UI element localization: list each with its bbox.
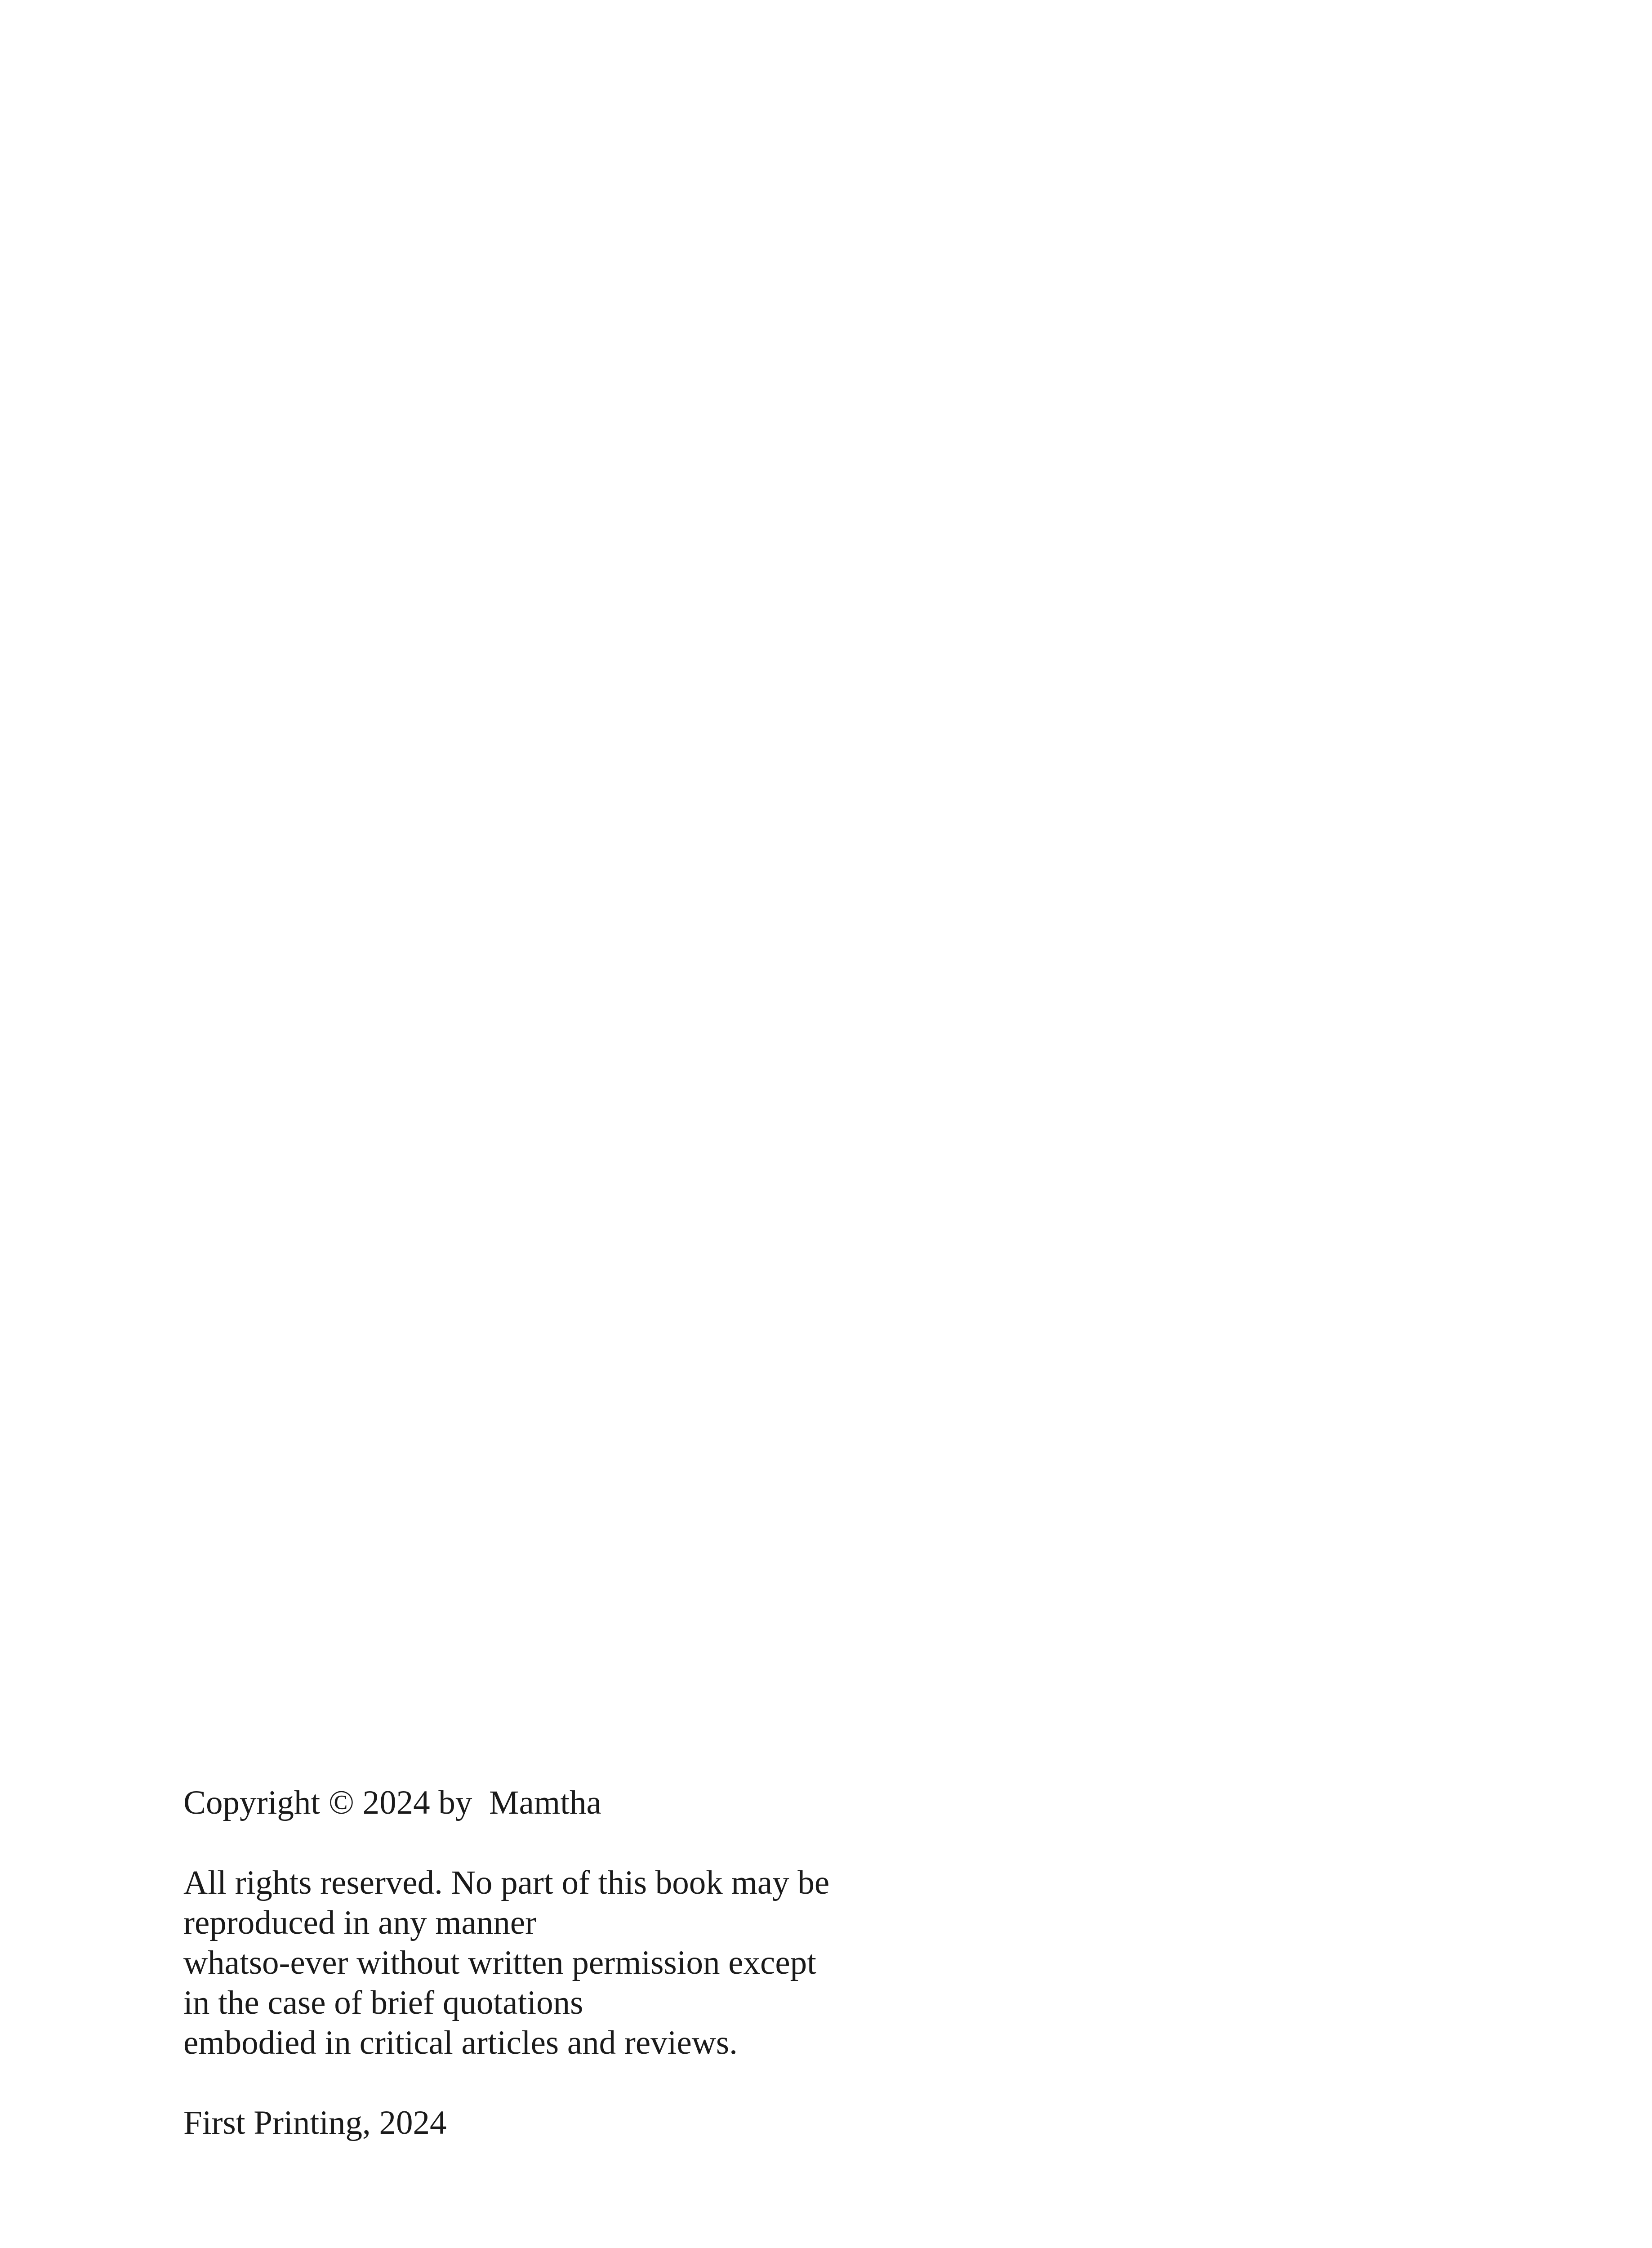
copyright-notice: Copyright © 2024 by Mamtha (183, 1784, 601, 1821)
rights-line: All rights reserved. No part of this book may be (183, 1864, 830, 1901)
rights-line: whatso-ever without written permission except (183, 1944, 816, 1981)
rights-line: reproduced in any manner (183, 1904, 537, 1941)
first-printing-notice: First Printing, 2024 (183, 2104, 447, 2141)
copyright-block (183, 1783, 903, 2143)
rights-line: embodied in critical articles and reviews. (183, 2024, 738, 2061)
rights-reserved-paragraph (183, 1863, 903, 2063)
rights-line: in the case of brief quotations (183, 1984, 583, 2021)
